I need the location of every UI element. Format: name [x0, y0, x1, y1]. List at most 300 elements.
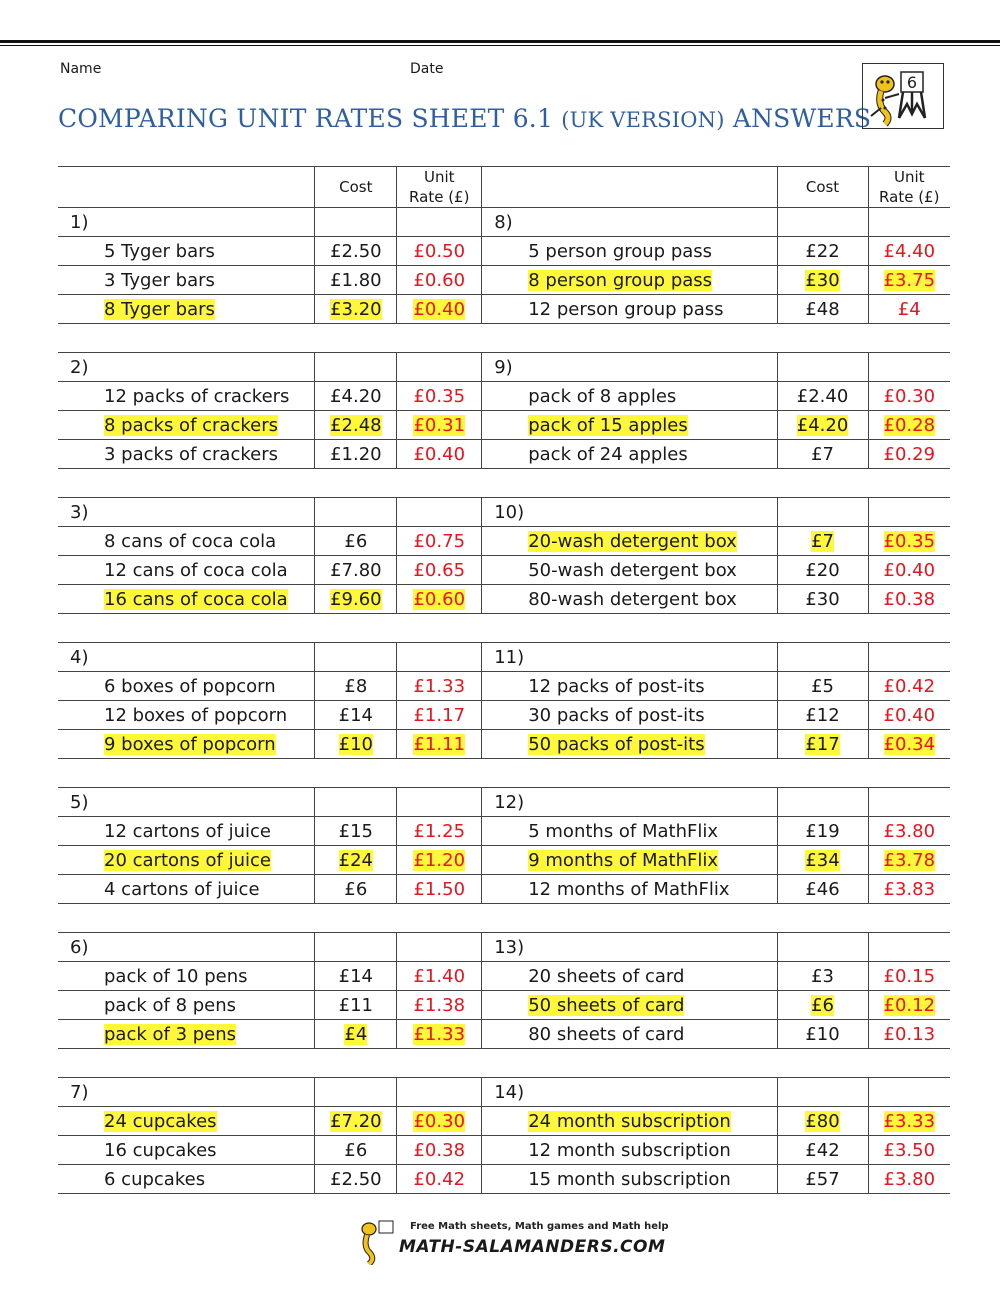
- table-row: [58, 817, 950, 846]
- unit-rate-text: £0.31: [413, 414, 466, 436]
- problem-number-text: 3): [70, 501, 89, 523]
- problem-gap: [58, 469, 950, 498]
- item-name: [482, 672, 777, 701]
- unit-rate: [868, 1107, 950, 1136]
- item-name-text: 12 packs of post-its: [528, 675, 705, 697]
- item-name-text: 12 cans of coca cola: [104, 559, 288, 581]
- item-name-text: 50 sheets of card: [528, 994, 685, 1016]
- item-cost: [315, 382, 397, 411]
- item-cost-text: £42: [805, 1139, 840, 1161]
- unit-rate-text: £0.42: [883, 675, 936, 697]
- blank-cell: [868, 498, 950, 527]
- item-cost-text: £10: [805, 1023, 840, 1045]
- problem-gap: [58, 1049, 950, 1078]
- problem-number-row: [58, 1078, 950, 1107]
- item-cost: [315, 556, 397, 585]
- unit-rate-text: £0.34: [883, 733, 936, 755]
- item-name: [482, 991, 777, 1020]
- unit-rate-text: £3.80: [883, 1168, 936, 1190]
- unit-rate-text: £4: [897, 298, 921, 320]
- item-cost: [777, 1107, 868, 1136]
- problem-gap: [58, 904, 950, 933]
- item-cost-text: £5: [811, 675, 834, 697]
- problem-number-row: [58, 643, 950, 672]
- item-name: [58, 1136, 315, 1165]
- problem-gap: [58, 614, 950, 643]
- item-cost-text: £6: [811, 994, 834, 1016]
- item-cost: [777, 295, 868, 324]
- item-name: [58, 237, 315, 266]
- item-name-text: 12 boxes of popcorn: [104, 704, 288, 726]
- item-name: [482, 1165, 777, 1194]
- item-cost-text: £6: [344, 530, 368, 552]
- item-name-text: 50 packs of post-its: [528, 733, 705, 755]
- problem-number: [482, 208, 777, 237]
- item-cost: [777, 672, 868, 701]
- unit-rate: [397, 556, 482, 585]
- item-name: [58, 817, 315, 846]
- item-name-text: 3 packs of crackers: [104, 443, 278, 465]
- item-name-text: 12 cartons of juice: [104, 820, 271, 842]
- table-row: [58, 237, 950, 266]
- table-row: [58, 382, 950, 411]
- item-cost-text: £8: [344, 675, 368, 697]
- item-name: [58, 962, 315, 991]
- unit-rate-text: £3.33: [883, 1110, 936, 1132]
- unit-rate: [397, 991, 482, 1020]
- item-name-text: 12 person group pass: [528, 298, 724, 320]
- item-cost-text: £1.80: [330, 269, 382, 291]
- unit-rate-text: £0.40: [413, 298, 466, 320]
- item-name-text: 16 cans of coca cola: [104, 588, 288, 610]
- item-cost-text: £2.50: [330, 240, 382, 262]
- unit-rate-text: £1.38: [413, 994, 466, 1016]
- unit-rate: [868, 1020, 950, 1049]
- item-cost-text: £4: [344, 1023, 368, 1045]
- item-name: [58, 440, 315, 469]
- unit-rate-text: £0.15: [883, 965, 936, 987]
- unit-rate-text: £3.83: [883, 878, 936, 900]
- item-name: [482, 1136, 777, 1165]
- unit-rate: [397, 440, 482, 469]
- item-name: [482, 556, 777, 585]
- problem-number: [482, 353, 777, 382]
- item-name: [482, 585, 777, 614]
- item-name: [58, 527, 315, 556]
- cost-header-2: Cost: [777, 167, 868, 208]
- item-name-text: 4 cartons of juice: [104, 878, 260, 900]
- item-name: [58, 701, 315, 730]
- blank-cell: [777, 498, 868, 527]
- item-cost-text: £7.20: [330, 1110, 382, 1132]
- unit-rate-text: £0.28: [883, 414, 936, 436]
- item-name: [482, 266, 777, 295]
- title-answers: ANSWERS: [732, 104, 872, 133]
- blank-cell: [397, 1078, 482, 1107]
- item-name: [58, 295, 315, 324]
- blank-cell: [397, 208, 482, 237]
- problem-number-text: 7): [70, 1081, 89, 1103]
- item-cost-text: £2.48: [330, 414, 382, 436]
- unit-rate: [397, 1020, 482, 1049]
- unit-rate-text: £0.75: [413, 530, 466, 552]
- unit-rate: [397, 266, 482, 295]
- unit-rate: [868, 527, 950, 556]
- footer-site: MATH-SALAMANDERS.COM: [399, 1237, 666, 1257]
- item-cost: [315, 875, 397, 904]
- item-name-text: 8 Tyger bars: [104, 298, 215, 320]
- unit-rate-text: £0.60: [413, 588, 466, 610]
- blank-cell: [397, 933, 482, 962]
- problem-number: [58, 643, 315, 672]
- unit-rate: [868, 817, 950, 846]
- rate-header2-line2: Rate (£): [879, 188, 940, 206]
- problem-number-text: 14): [494, 1081, 525, 1103]
- unit-rate-text: £1.11: [413, 733, 466, 755]
- item-name-text: 6 cupcakes: [104, 1168, 206, 1190]
- unit-rate-text: £0.35: [413, 385, 466, 407]
- unit-rate-text: £0.38: [883, 588, 936, 610]
- table-row: [58, 1165, 950, 1194]
- problem-number: [58, 498, 315, 527]
- unit-rate: [397, 1165, 482, 1194]
- rate-header: [397, 167, 482, 208]
- table-row: [58, 991, 950, 1020]
- blank-cell: [315, 498, 397, 527]
- item-name-text: 15 month subscription: [528, 1168, 731, 1190]
- item-name: [58, 730, 315, 759]
- unit-rate: [397, 730, 482, 759]
- unit-rate: [868, 585, 950, 614]
- unit-rate-text: £0.42: [413, 1168, 466, 1190]
- item-name-text: 8 packs of crackers: [104, 414, 278, 436]
- unit-rate-text: £0.38: [413, 1139, 466, 1161]
- problem-number-row: [58, 498, 950, 527]
- unit-rate: [397, 585, 482, 614]
- problem-number: [482, 1078, 777, 1107]
- problem-number: [58, 353, 315, 382]
- unit-rate: [868, 991, 950, 1020]
- item-cost-text: £12: [805, 704, 840, 726]
- item-cost: [777, 846, 868, 875]
- item-cost: [315, 701, 397, 730]
- blank-cell: [315, 353, 397, 382]
- table-row: [58, 556, 950, 585]
- table-row: [58, 875, 950, 904]
- item-name-text: 16 cupcakes: [104, 1139, 217, 1161]
- item-name: [58, 672, 315, 701]
- item-cost: [777, 701, 868, 730]
- item-cost: [315, 411, 397, 440]
- unit-rate: [397, 846, 482, 875]
- date-label: Date: [410, 61, 444, 77]
- item-name-text: 30 packs of post-its: [528, 704, 705, 726]
- item-cost: [777, 1020, 868, 1049]
- header-row: [58, 167, 950, 208]
- unit-rate-text: £3.50: [883, 1139, 936, 1161]
- unit-rate: [397, 817, 482, 846]
- unit-rate: [868, 730, 950, 759]
- item-name-text: 80 sheets of card: [528, 1023, 685, 1045]
- item-cost: [315, 295, 397, 324]
- item-cost: [315, 527, 397, 556]
- unit-rate: [397, 382, 482, 411]
- item-cost: [777, 266, 868, 295]
- problem-number: [482, 933, 777, 962]
- table-row: [58, 440, 950, 469]
- item-cost: [315, 962, 397, 991]
- unit-rate: [397, 701, 482, 730]
- item-name-text: pack of 8 pens: [104, 994, 237, 1016]
- item-name-text: pack of 24 apples: [528, 443, 688, 465]
- item-cost: [315, 730, 397, 759]
- problem-gap: [58, 759, 950, 788]
- top-rule: [0, 40, 1000, 43]
- unit-rate-text: £0.29: [883, 443, 936, 465]
- logo-grade: 6: [906, 73, 918, 92]
- grade-logo: [862, 63, 944, 129]
- blank-cell: [397, 643, 482, 672]
- item-cost-text: £1.20: [330, 443, 382, 465]
- unit-rate: [868, 1136, 950, 1165]
- item-cost-text: £3.20: [330, 298, 382, 320]
- unit-rate-text: £0.60: [413, 269, 466, 291]
- item-name-text: 5 Tyger bars: [104, 240, 215, 262]
- item-cost-text: £4.20: [330, 385, 382, 407]
- unit-rate-text: £0.40: [413, 443, 466, 465]
- item-cost: [777, 411, 868, 440]
- item-name-text: 20 sheets of card: [528, 965, 685, 987]
- table-row: [58, 1136, 950, 1165]
- unit-rate: [397, 1136, 482, 1165]
- unit-rate: [868, 237, 950, 266]
- title-main: COMPARING UNIT RATES SHEET 6.1: [58, 104, 554, 133]
- item-cost: [777, 730, 868, 759]
- item-cost-text: £4.20: [796, 414, 849, 436]
- item-cost-text: £10: [338, 733, 373, 755]
- item-name: [482, 1020, 777, 1049]
- problem-number-text: 1): [70, 211, 89, 233]
- blank-cell: [868, 208, 950, 237]
- unit-rate-text: £1.50: [413, 878, 466, 900]
- unit-rate: [868, 440, 950, 469]
- table-row: [58, 846, 950, 875]
- table-row: [58, 411, 950, 440]
- blank-cell: [397, 788, 482, 817]
- item-cost: [777, 237, 868, 266]
- item-name: [482, 962, 777, 991]
- blank-cell: [397, 498, 482, 527]
- rate-header-2: [868, 167, 950, 208]
- unit-rate: [868, 846, 950, 875]
- item-name: [58, 875, 315, 904]
- unit-rate-text: £0.40: [883, 559, 936, 581]
- unit-rate-text: £0.35: [883, 530, 936, 552]
- item-name-text: 5 months of MathFlix: [528, 820, 719, 842]
- unit-rate: [868, 295, 950, 324]
- item-name: [58, 1165, 315, 1194]
- item-cost: [777, 585, 868, 614]
- item-name: [58, 991, 315, 1020]
- item-cost: [315, 440, 397, 469]
- item-name: [58, 556, 315, 585]
- blank-cell: [315, 933, 397, 962]
- item-cost: [777, 962, 868, 991]
- item-cost-text: £24: [338, 849, 373, 871]
- problem-number: [482, 498, 777, 527]
- table-row: [58, 730, 950, 759]
- unit-rate: [868, 672, 950, 701]
- item-name: [482, 411, 777, 440]
- unit-rate-text: £0.30: [883, 385, 936, 407]
- unit-rate-text: £3.75: [883, 269, 936, 291]
- footer-logo: [355, 1217, 669, 1265]
- unit-rate-text: £0.30: [413, 1110, 466, 1132]
- rate-header2-line1: Unit: [893, 168, 925, 186]
- problem-number-text: 9): [494, 356, 513, 378]
- header-blank-2: [482, 167, 777, 208]
- unit-rate: [868, 411, 950, 440]
- problem-number-row: [58, 208, 950, 237]
- item-cost: [777, 817, 868, 846]
- item-cost-text: £80: [805, 1110, 840, 1132]
- table-row: [58, 527, 950, 556]
- blank-cell: [777, 208, 868, 237]
- item-cost-text: £6: [344, 878, 368, 900]
- unit-rate-text: £0.40: [883, 704, 936, 726]
- blank-cell: [777, 933, 868, 962]
- item-cost: [777, 527, 868, 556]
- table-row: [58, 962, 950, 991]
- header-blank: [58, 167, 315, 208]
- item-cost-text: £30: [805, 588, 840, 610]
- item-name-text: pack of 10 pens: [104, 965, 248, 987]
- item-name-text: pack of 8 apples: [528, 385, 677, 407]
- top-rule-thin: [0, 45, 1000, 46]
- unit-rate: [397, 962, 482, 991]
- unit-rate: [868, 875, 950, 904]
- item-name: [58, 1107, 315, 1136]
- item-cost-text: £2.40: [796, 385, 849, 407]
- item-name: [482, 295, 777, 324]
- blank-cell: [315, 208, 397, 237]
- table-row: [58, 701, 950, 730]
- table-row: [58, 266, 950, 295]
- item-cost-text: £48: [805, 298, 840, 320]
- table-row: [58, 672, 950, 701]
- item-cost: [315, 991, 397, 1020]
- item-cost: [315, 585, 397, 614]
- unit-rate-text: £0.12: [883, 994, 936, 1016]
- problem-number-row: [58, 353, 950, 382]
- item-name: [58, 1020, 315, 1049]
- item-cost: [315, 846, 397, 875]
- blank-cell: [777, 1078, 868, 1107]
- item-cost-text: £34: [805, 849, 840, 871]
- item-cost-text: £6: [344, 1139, 368, 1161]
- item-name-text: pack of 3 pens: [104, 1023, 237, 1045]
- unit-rate-text: £1.33: [413, 675, 466, 697]
- item-name: [58, 585, 315, 614]
- item-cost: [315, 266, 397, 295]
- unit-rate: [868, 266, 950, 295]
- item-cost-text: £17: [805, 733, 840, 755]
- item-name: [482, 875, 777, 904]
- item-name: [58, 266, 315, 295]
- problem-number-row: [58, 933, 950, 962]
- item-name-text: 9 boxes of popcorn: [104, 733, 276, 755]
- problem-number: [482, 643, 777, 672]
- blank-cell: [397, 353, 482, 382]
- name-label: Name: [60, 61, 102, 77]
- blank-cell: [777, 353, 868, 382]
- item-name: [482, 237, 777, 266]
- unit-rate: [397, 237, 482, 266]
- item-cost: [315, 1136, 397, 1165]
- unit-rate: [397, 672, 482, 701]
- item-name-text: 12 months of MathFlix: [528, 878, 730, 900]
- item-name-text: 9 months of MathFlix: [528, 849, 719, 871]
- item-cost: [777, 556, 868, 585]
- title-version: (UK VERSION): [561, 108, 725, 132]
- unit-rate: [868, 556, 950, 585]
- unit-rate: [397, 295, 482, 324]
- problem-number: [482, 788, 777, 817]
- item-cost-text: £7.80: [330, 559, 382, 581]
- item-cost-text: £9.60: [330, 588, 382, 610]
- unit-rate-text: £1.33: [413, 1023, 466, 1045]
- unit-rate-text: £4.40: [883, 240, 936, 262]
- item-cost: [315, 1165, 397, 1194]
- item-cost-text: £19: [805, 820, 840, 842]
- item-cost-text: £30: [805, 269, 840, 291]
- unit-rate-text: £3.78: [883, 849, 936, 871]
- answer-table: [58, 166, 950, 1194]
- problem-number-text: 4): [70, 646, 89, 668]
- problem-gap: [58, 324, 950, 353]
- problem-number-text: 8): [494, 211, 513, 233]
- problem-number-row: [58, 788, 950, 817]
- item-cost-text: £20: [805, 559, 840, 581]
- blank-cell: [868, 353, 950, 382]
- item-cost: [315, 1020, 397, 1049]
- problem-number: [58, 788, 315, 817]
- item-cost-text: £14: [338, 965, 373, 987]
- problem-number-text: 12): [494, 791, 525, 813]
- item-cost: [777, 382, 868, 411]
- item-name-text: 20-wash detergent box: [528, 530, 737, 552]
- problem-number: [58, 1078, 315, 1107]
- item-cost: [777, 1165, 868, 1194]
- table-row: [58, 1020, 950, 1049]
- item-cost: [777, 440, 868, 469]
- item-name-text: 20 cartons of juice: [104, 849, 271, 871]
- item-name-text: pack of 15 apples: [528, 414, 688, 436]
- item-name-text: 12 packs of crackers: [104, 385, 290, 407]
- footer-salamander-icon: [355, 1217, 395, 1265]
- blank-cell: [777, 788, 868, 817]
- item-cost: [315, 817, 397, 846]
- rate-header-line2: Rate (£): [409, 188, 470, 206]
- unit-rate-text: £0.13: [883, 1023, 936, 1045]
- page-title: [58, 104, 871, 133]
- salamander-icon: [863, 64, 943, 128]
- item-name: [482, 382, 777, 411]
- item-name: [482, 817, 777, 846]
- blank-cell: [315, 1078, 397, 1107]
- item-name-text: 24 cupcakes: [104, 1110, 217, 1132]
- blank-cell: [777, 643, 868, 672]
